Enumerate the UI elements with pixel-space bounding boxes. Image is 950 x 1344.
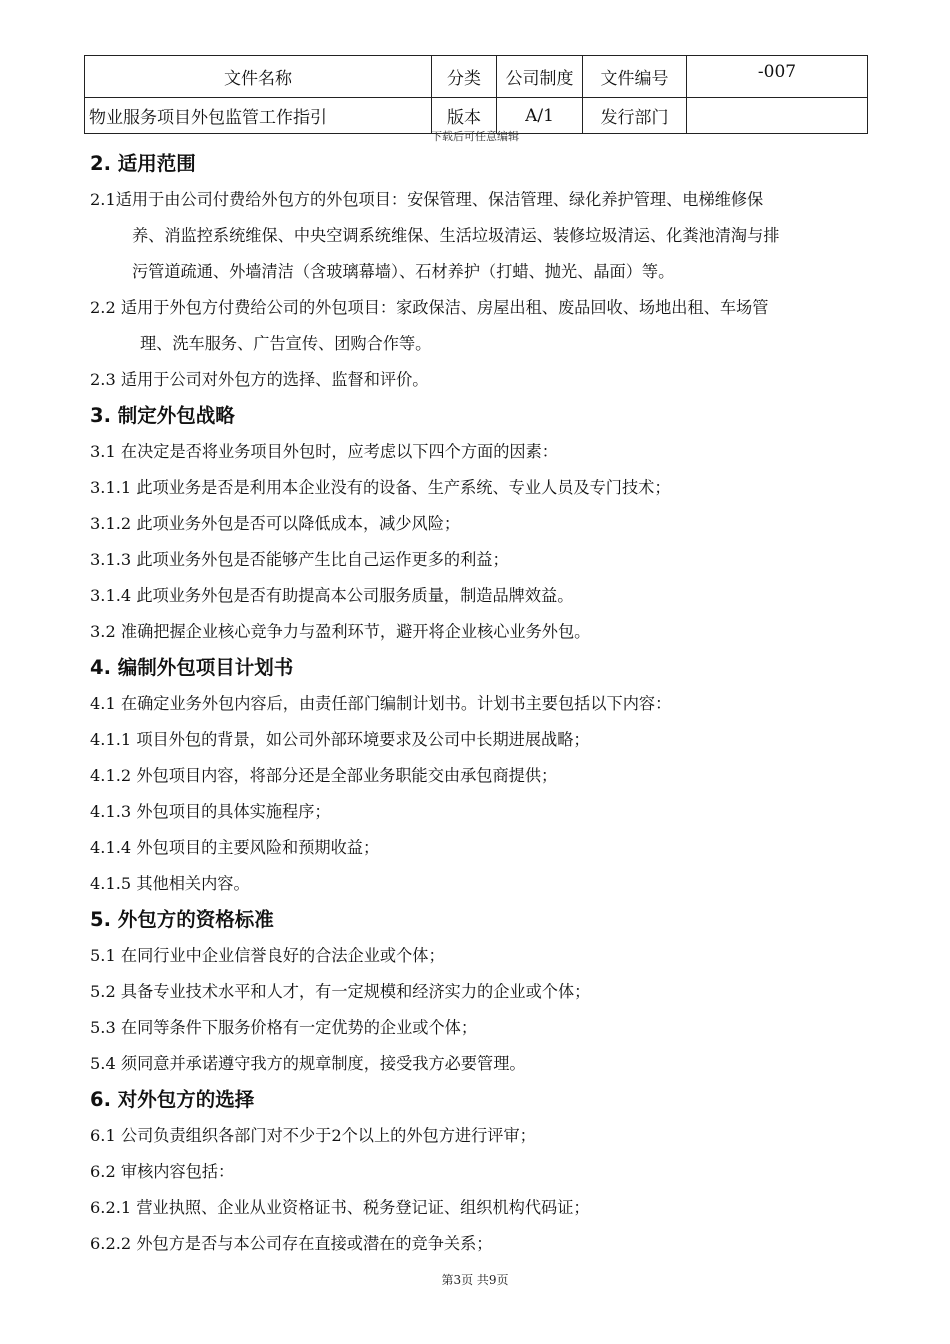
list-item: 6.2.2 外包方是否与本公司存在直接或潜在的竞争关系； bbox=[90, 1234, 493, 1253]
list-item: 4.1.1 项目外包的背景，如公司外部环境要求及公司中长期进展战略； bbox=[90, 730, 590, 749]
watermark-text: 下载后可任意编辑 bbox=[431, 130, 519, 143]
category-value: 公司制度 bbox=[497, 56, 583, 98]
list-item: 5.4 须同意并承诺遵守我方的规章制度，接受我方必要管理。 bbox=[90, 1054, 526, 1073]
section-heading: 3. 制定外包战略 bbox=[90, 404, 235, 427]
list-item: 4.1.5 其他相关内容。 bbox=[90, 874, 250, 893]
version-value: A/1 bbox=[497, 98, 583, 134]
document-header-table bbox=[84, 55, 868, 134]
list-item: 6.2 审核内容包括： bbox=[90, 1162, 235, 1181]
paragraph-line: 理、洗车服务、广告宣传、团购合作等。 bbox=[140, 334, 432, 353]
file-number-label: 文件编号 bbox=[583, 56, 687, 98]
list-item: 5.3 在同等条件下服务价格有一定优势的企业或个体； bbox=[90, 1018, 478, 1037]
list-item: 4.1 在确定业务外包内容后，由责任部门编制计划书。计划书主要包括以下内容： bbox=[90, 694, 672, 713]
category-label: 分类 bbox=[432, 56, 497, 98]
list-item: 6.1 公司负责组织各部门对不少于2个以上的外包方进行评审； bbox=[90, 1126, 536, 1145]
section-heading: 5. 外包方的资格标准 bbox=[90, 908, 274, 931]
list-item: 5.1 在同行业中企业信誉良好的合法企业或个体； bbox=[90, 946, 445, 965]
paragraph-line: 养、消监控系统维保、中央空调系统维保、生活垃圾清运、装修垃圾清运、化粪池清淘与排 bbox=[132, 226, 780, 245]
list-item: 4.1.4 外包项目的主要风险和预期收益； bbox=[90, 838, 380, 857]
file-name-label: 文件名称 bbox=[85, 56, 432, 98]
paragraph-line: 污管道疏通、外墙清洁（含玻璃幕墙）、石材养护（打蜡、抛光、晶面）等。 bbox=[132, 262, 675, 281]
paragraph-line: 2.1适用于由公司付费给外包方的外包项目：安保管理、保洁管理、绿化养护管理、电梯维修保 bbox=[90, 190, 764, 209]
document-body bbox=[90, 146, 870, 1262]
document-title: 物业服务项目外包监管工作指引 bbox=[85, 98, 432, 134]
list-item: 4.1.2 外包项目内容，将部分还是全部业务职能交由承包商提供； bbox=[90, 766, 558, 785]
dept-label: 发行部门 bbox=[583, 98, 687, 134]
paragraph-line: 2.2 适用于外包方付费给公司的外包项目：家政保洁、房屋出租、废品回收、场地出租、车场管 bbox=[90, 298, 769, 317]
list-item: 4.1.3 外包项目的具体实施程序； bbox=[90, 802, 331, 821]
file-number-value: -007 bbox=[687, 56, 868, 98]
list-item: 3.1.4 此项业务外包是否有助提高本公司服务质量，制造品牌效益。 bbox=[90, 586, 574, 605]
section-heading: 4. 编制外包项目计划书 bbox=[90, 656, 294, 679]
list-item: 5.2 具备专业技术水平和人才，有一定规模和经济实力的企业或个体； bbox=[90, 982, 591, 1001]
section-heading: 2. 适用范围 bbox=[90, 152, 196, 175]
list-item: 3.1.3 此项业务外包是否能够产生比自己运作更多的利益； bbox=[90, 550, 509, 569]
paragraph-line: 2.3 适用于公司对外包方的选择、监督和评价。 bbox=[90, 370, 429, 389]
version-label: 版本 bbox=[432, 98, 497, 134]
list-item: 3.1.2 此项业务外包是否可以降低成本，减少风险； bbox=[90, 514, 461, 533]
list-item: 3.1 在决定是否将业务项目外包时，应考虑以下四个方面的因素： bbox=[90, 442, 558, 461]
list-item: 3.1.1 此项业务是否是利用本企业没有的设备、生产系统、专业人员及专门技术； bbox=[90, 478, 671, 497]
section-heading: 6. 对外包方的选择 bbox=[90, 1088, 255, 1111]
list-item: 3.2 准确把握企业核心竞争力与盈利环节，避开将企业核心业务外包。 bbox=[90, 622, 591, 641]
list-item: 6.2.1 营业执照、企业从业资格证书、税务登记证、组织机构代码证； bbox=[90, 1198, 590, 1217]
page-number-footer: 第3页 共9页 bbox=[441, 1273, 509, 1287]
